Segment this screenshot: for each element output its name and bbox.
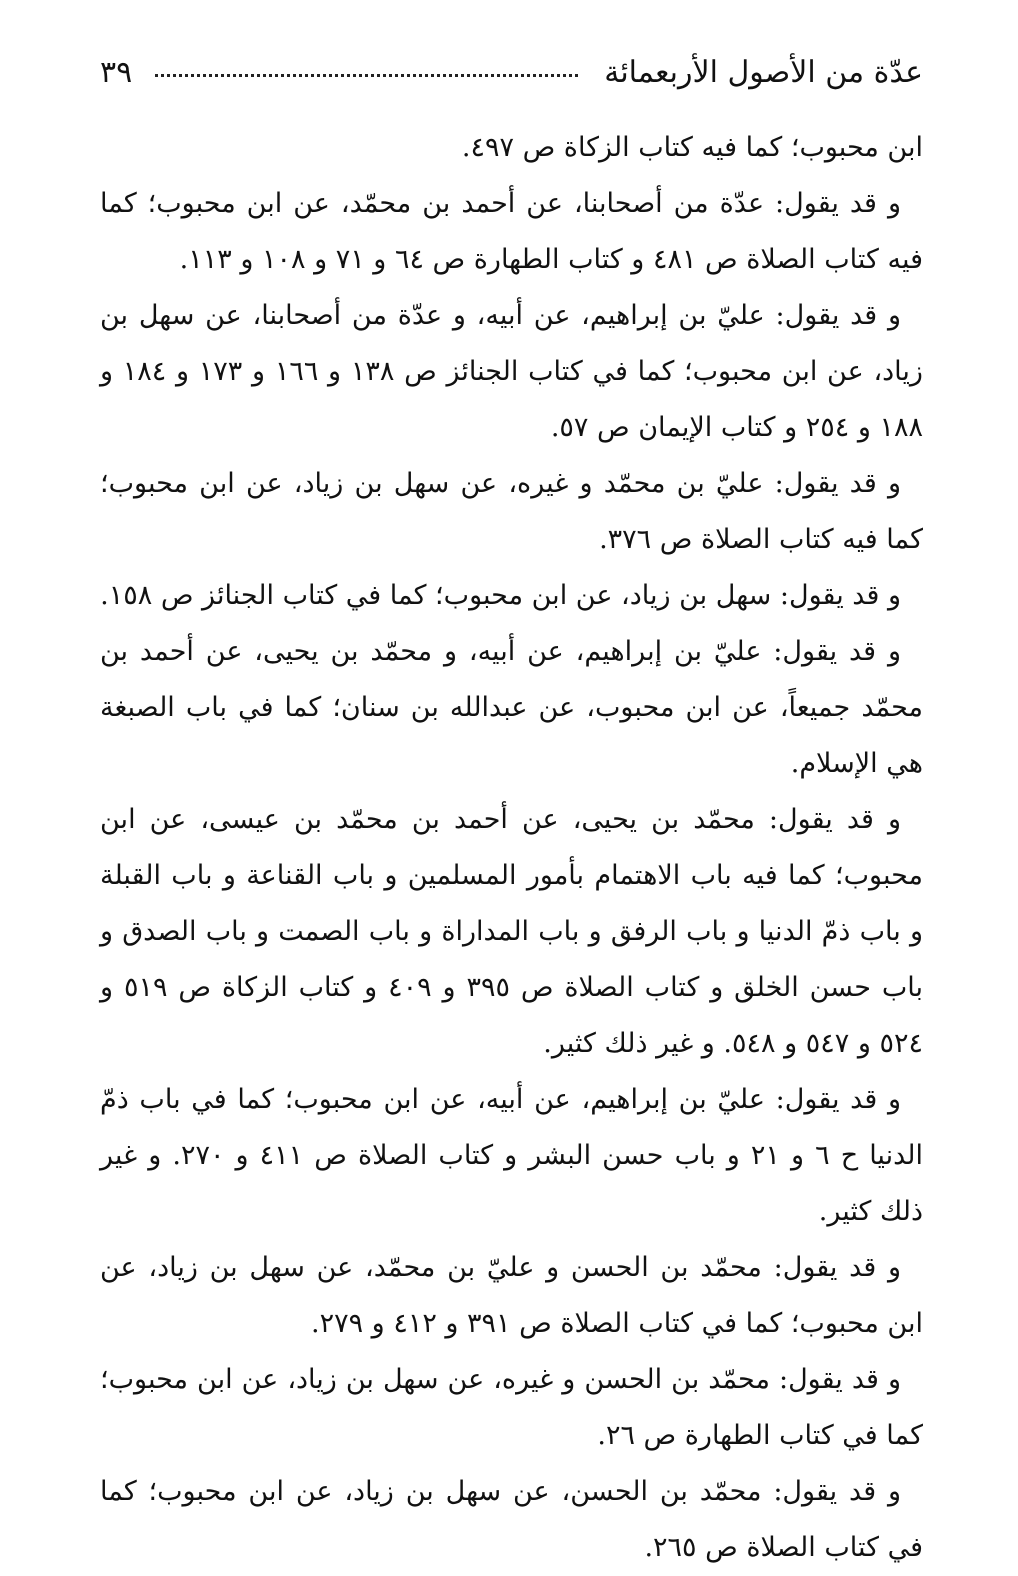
header-dot-leader	[155, 74, 578, 77]
paragraph: و قد يقول: محمّد بن يحيى، عن أحمد بن محمّد بن عيسى، عن ابن محبوب؛ كما فيه باب الاهتمام بأمور المسلمين و باب القناعة و باب القبلة و باب ذمّ الدنيا و باب الرفق و باب المداراة و باب الصمت و باب الصدق و باب حسن الخلق و كتاب الصلاة ص ٣٩٥ و ٤٠٩ و كتاب الزكاة ص ٥١٩ و ٥٢٤ و ٥٤٧ و ٥٤٨. و غير ذلك كثير.	[100, 804, 924, 1059]
paragraph: و قد يقول: عليّ بن إبراهيم، عن أبيه، و محمّد بن يحيى، عن أحمد بن محمّد جميعاً، عن ابن محبوب، عن عبدالله بن سنان؛ كما في باب الصبغة هي الإسلام.	[100, 636, 923, 779]
paragraph: و قد يقول: عليّ بن إبراهيم، عن أبيه، و عدّة من أصحابنا، عن سهل بن زياد، عن ابن محبوب؛ كما في كتاب الجنائز ص ١٣٨ و ١٦٦ و ١٧٣ و ١٨٤ و ١٨٨ و ٢٥٤ و كتاب الإيمان ص ٥٧.	[100, 300, 923, 443]
paragraph: و قد يقول: محمّد بن الحسن و غيره، عن سهل بن زياد، عن ابن محبوب؛ كما في كتاب الطهارة ص ٢٦.	[100, 1364, 923, 1451]
paragraph: ابن محبوب؛ كما فيه كتاب الزكاة ص ٤٩٧.	[461, 132, 923, 163]
paragraph: و قد يقول: محمّد بن الحسن، عن سهل بن زياد، عن ابن محبوب؛ كما في كتاب الصلاة ص ٢٦٥.	[100, 1476, 923, 1563]
body-text	[100, 120, 923, 1576]
paragraph: و قد يقول: محمّد بن الحسن و عليّ بن محمّد، عن سهل بن زياد، عن ابن محبوب؛ كما في كتاب الصلاة ص ٣٩١ و ٤١٢ و ٢٧٩.	[100, 1252, 923, 1339]
paragraph: و قد يقول: عليّ بن محمّد و غيره، عن سهل بن زياد، عن ابن محبوب؛ كما فيه كتاب الصلاة ص ٣٧٦.	[100, 468, 923, 555]
paragraph: و قد يقول: عليّ بن إبراهيم، عن أبيه، عن ابن محبوب؛ كما في باب ذمّ الدنيا ح ٦ و ٢١ و باب حسن البشر و كتاب الصلاة ص ٤١١ و ٢٧٠. و غير ذلك كثير.	[100, 1084, 923, 1227]
running-header	[100, 48, 923, 98]
paragraph: و قد يقول: سهل بن زياد، عن ابن محبوب؛ كما في كتاب الجنائز ص ١٥٨.	[100, 580, 901, 611]
paragraph: و قد يقول: عدّة من أصحابنا، عن أحمد بن محمّد، عن ابن محبوب؛ كما فيه كتاب الصلاة ص ٤٨١ و كتاب الطهارة ص ٦٤ و ٧١ و ١٠٨ و ١١٣.	[100, 188, 923, 275]
page-number: ٣٩	[100, 55, 133, 90]
running-header-title: عدّة من الأصول الأربعمائة	[604, 55, 923, 90]
